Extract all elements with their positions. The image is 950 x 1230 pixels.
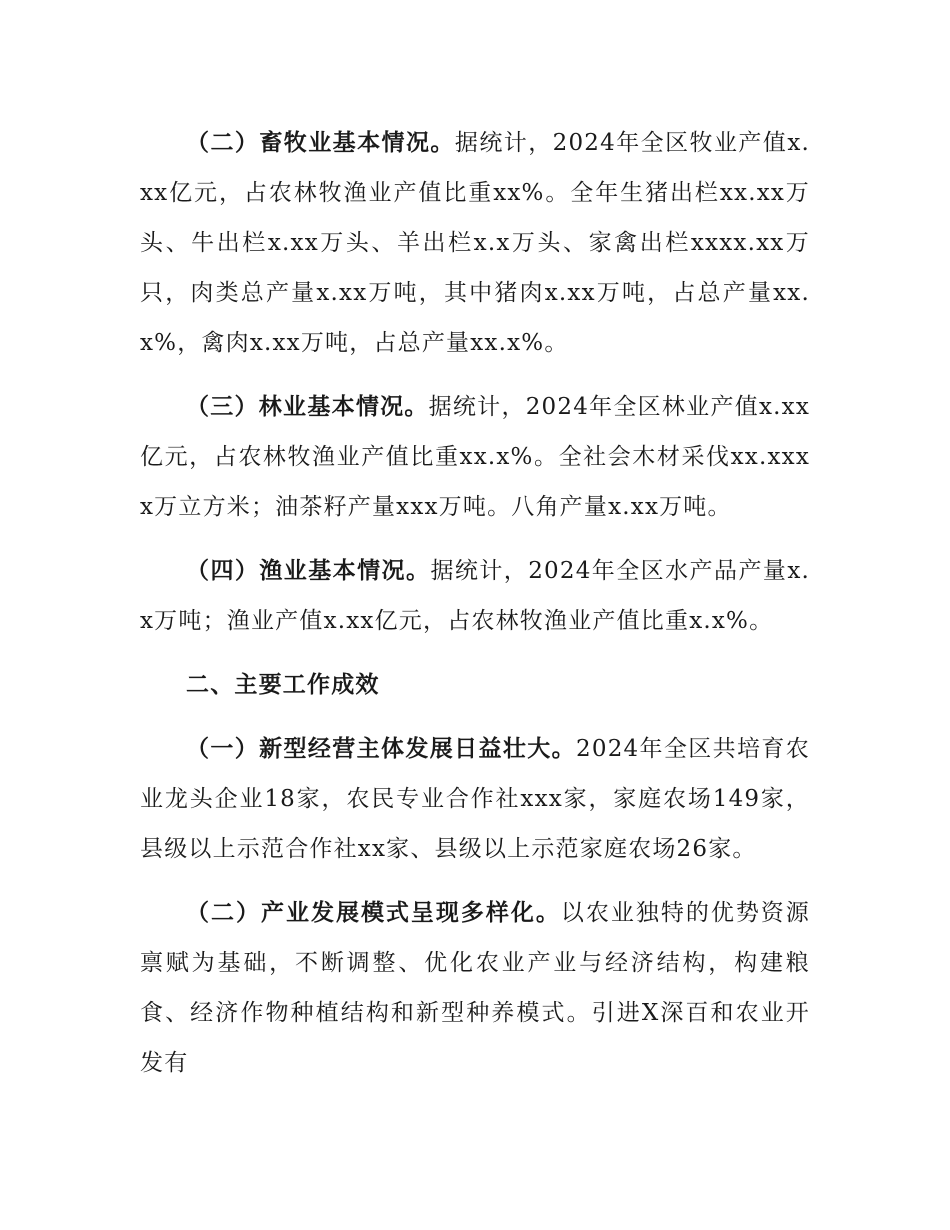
paragraph-lead: （二）畜牧业基本情况。 — [186, 130, 455, 156]
paragraph-fishery — [140, 546, 810, 646]
paragraph-lead: （三）林业基本情况。 — [186, 394, 429, 420]
paragraph-lead: （二）产业发展模式呈现多样化。 — [186, 900, 561, 926]
paragraph-forestry — [140, 382, 810, 532]
document-body — [140, 118, 810, 1102]
paragraph-lead: （四）渔业基本情况。 — [186, 558, 431, 584]
paragraph-text: 据统计，2024年全区林业产值x.xx亿元，占农林牧渔业产值比重xx.x%。全社会木材采伐xx.xxxx万立方米；油茶籽产量xxx万吨。八角产量x.xx万吨。 — [140, 394, 810, 520]
section-heading: 二、主要工作成效 — [186, 672, 380, 698]
paragraph-text: 2024年全区共培育农业龙头企业18家，农民专业合作社xxx家，家庭农场149家，县级以上示范合作社xx家、县级以上示范家庭农场26家。 — [140, 736, 811, 862]
paragraph-text: 以农业独特的优势资源禀赋为基础，不断调整、优化农业产业与经济结构，构建粮食、经济作物种植结构和新型种养模式。引进X深百和农业开发有 — [140, 900, 811, 1076]
paragraph-business-entities — [140, 724, 810, 874]
paragraph-livestock — [140, 118, 810, 368]
paragraph-lead: （一）新型经营主体发展日益壮大。 — [186, 736, 577, 762]
paragraph-industry-models — [140, 888, 810, 1088]
paragraph-text: 据统计，2024年全区水产品产量x.x万吨；渔业产值x.xx亿元，占农林牧渔业产值比重x.x%。 — [140, 558, 811, 634]
paragraph-text: 据统计，2024年全区牧业产值x.xx亿元，占农林牧渔业产值比重xx%。全年生猪出栏xx.xx万头、牛出栏x.xx万头、羊出栏x.x万头、家禽出栏xxxx.xx万只，肉类总产量x.xx万吨，其中猪肉x.xx万吨，占总产量xx.x%，禽肉x.xx万吨，占总产量xx.x%。 — [140, 130, 811, 356]
